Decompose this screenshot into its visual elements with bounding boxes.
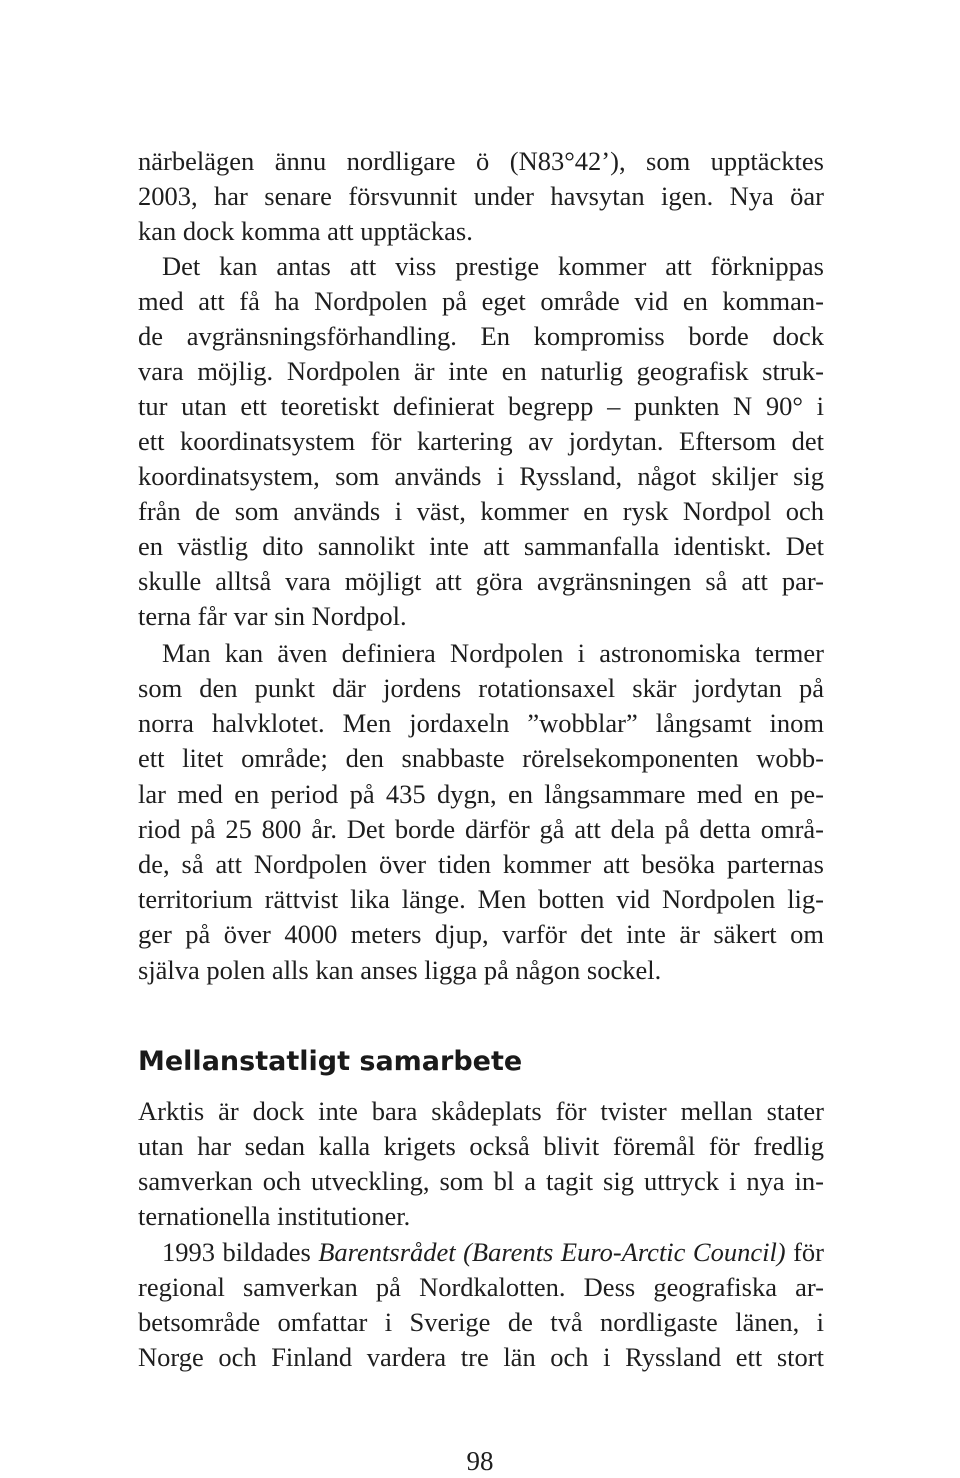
text-line: själva polen alls kan anses ligga på någon sockel. — [138, 955, 662, 985]
text-line: riod på 25 800 år. Det borde därför gå att dela på detta områ- — [138, 814, 824, 844]
text-line: samverkan och utveckling, som bl a tagit sig uttryck i nya in- — [138, 1166, 824, 1196]
text-line: territorium rättvist lika länge. Men botten vid Nordpolen lig- — [138, 884, 824, 914]
text-line: de, så att Nordpolen över tiden kommer att besöka parternas — [138, 849, 824, 879]
text-line — [162, 1235, 824, 1270]
text-line: terna får var sin Nordpol. — [138, 601, 407, 631]
page-number: 98 — [466, 1446, 494, 1476]
text-run: för — [785, 1237, 825, 1267]
text-run: 1993 bildades — [162, 1237, 319, 1267]
text-line: lar med en period på 435 dygn, en långsammare med en pe- — [138, 779, 824, 809]
text-line: Man kan även definiera Nordpolen i astronomiska termer — [162, 638, 824, 668]
text-line: med att få ha Nordpolen på eget område vid en komman- — [138, 286, 824, 316]
text-line: ger på över 4000 meters djup, varför det inte är säkert om — [138, 919, 824, 949]
text-line: tur utan ett teoretiskt definierat begrepp – punkten N 90° i — [138, 391, 824, 421]
text-line: utan har sedan kalla krigets också blivit föremål för fredlig — [138, 1131, 824, 1161]
text-line: Det kan antas att viss prestige kommer att förknippas — [162, 251, 824, 281]
text-line: regional samverkan på Nordkalotten. Dess geografiska ar- — [138, 1272, 824, 1302]
text-line: norra halvklotet. Men jordaxeln ”wobblar” långsamt inom — [138, 708, 824, 738]
text-line: ett litet område; den snabbaste rörelsekomponenten wobb- — [138, 743, 824, 773]
text-line: betsområde omfattar i Sverige de två nordligaste länen, i — [138, 1307, 824, 1337]
text-line: närbelägen ännu nordligare ö (N83°42’), som upptäcktes — [138, 146, 824, 176]
text-line: ett koordinatsystem för kartering av jordytan. Eftersom det — [138, 426, 824, 456]
text-line: vara möjlig. Nordpolen är inte en naturlig geografisk struk- — [138, 356, 824, 386]
text-line: skulle alltså vara möjligt att göra avgränsningen så att par- — [138, 566, 824, 596]
text-line: 2003, har senare försvunnit under havsytan igen. Nya öar — [138, 181, 824, 211]
italic-term: Barentsrådet (Barents Euro-Arctic Council) — [318, 1237, 786, 1267]
text-line: ternationella institutioner. — [138, 1201, 411, 1231]
text-line: Arktis är dock inte bara skådeplats för tvister mellan stater — [138, 1096, 824, 1126]
text-line: en västlig dito sannolikt inte att sammanfalla identiskt. Det — [138, 531, 824, 561]
text-line: Norge och Finland vardera tre län och i Ryssland ett stort — [138, 1342, 824, 1372]
text-line: kan dock komma att upptäckas. — [138, 216, 473, 246]
text-line: från de som används i väst, kommer en rysk Nordpol och — [138, 496, 824, 526]
text-line: de avgränsningsförhandling. En kompromiss borde dock — [138, 321, 824, 351]
text-line: som den punkt där jordens rotationsaxel skär jordytan på — [138, 673, 824, 703]
text-line: koordinatsystem, som används i Ryssland, något skiljer sig — [138, 461, 824, 491]
section-heading: Mellanstatligt samarbete — [138, 1046, 523, 1077]
